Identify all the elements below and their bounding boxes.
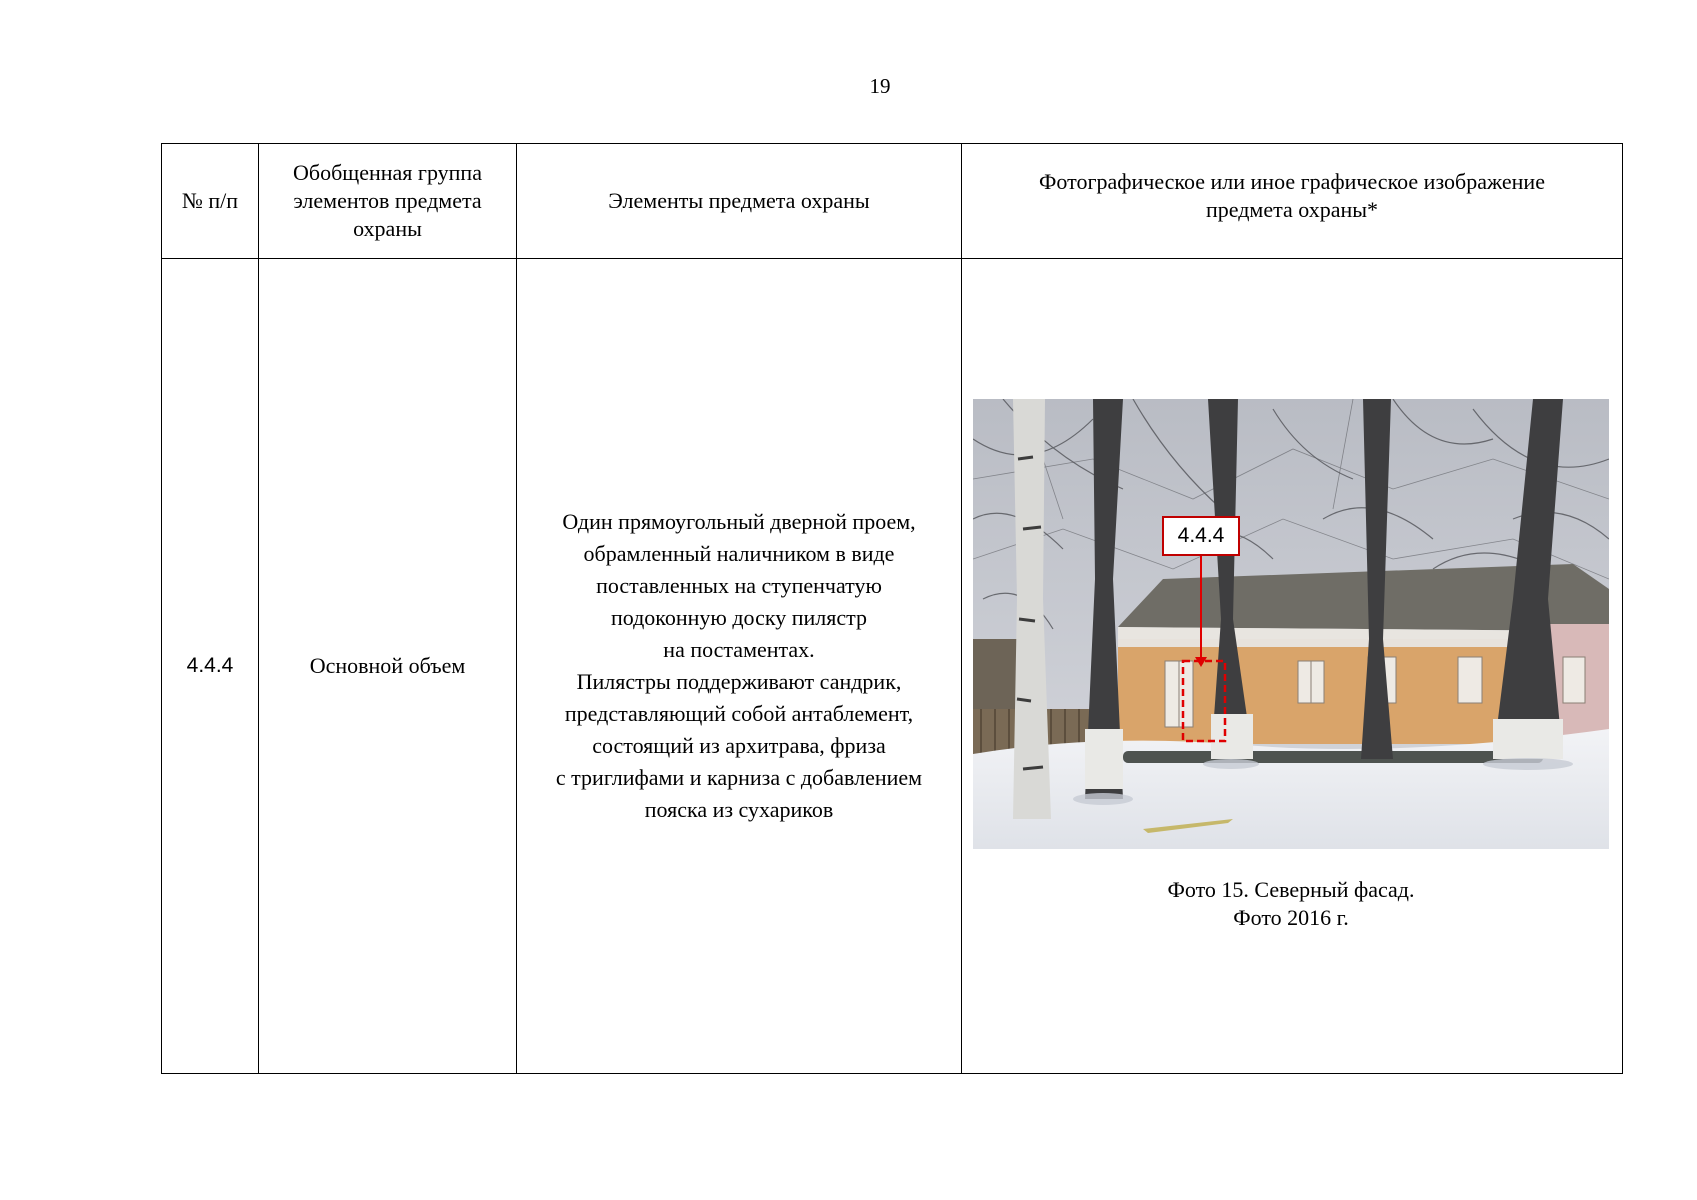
row-photo <box>962 259 1623 1074</box>
header-num: № п/п <box>162 144 259 259</box>
page-number: 19 <box>869 74 891 98</box>
photo-caption-line-1: Фото 15. Северный фасад. <box>1167 877 1415 902</box>
facade-photo-image <box>973 399 1609 849</box>
header-group-text: Обобщенная группа элементов предмета охраны <box>293 160 482 241</box>
photo-callout-label: 4.4.4 <box>1162 516 1240 556</box>
row-group: Основной объем <box>259 259 517 1074</box>
header-elements: Элементы предмета охраны <box>517 144 962 259</box>
row-elements <box>517 259 962 1074</box>
elements-description: Один прямоугольный дверной проем, обрамленный наличником в виде поставленных на ступенчатую подоконную доску пилястр на постаментах. Пилястры поддерживают сандрик, представляющий собой антаблемент, состоящий из архитрава, фриза с триглифами и карниза с добавлением пояска из сухариков <box>555 509 923 822</box>
table-row <box>162 259 1623 1074</box>
row-num: 4.4.4 <box>162 259 259 1074</box>
header-photo <box>962 144 1623 259</box>
photo-caption <box>962 876 1620 932</box>
header-photo-text: Фотографическое или иное графическое изображение предмета охраны* <box>1039 169 1545 222</box>
photo-caption-line-2: Фото 2016 г. <box>1233 905 1349 930</box>
facade-photo <box>973 399 1609 849</box>
header-group <box>259 144 517 259</box>
protection-table <box>161 143 1623 1074</box>
table-header-row <box>162 144 1623 259</box>
